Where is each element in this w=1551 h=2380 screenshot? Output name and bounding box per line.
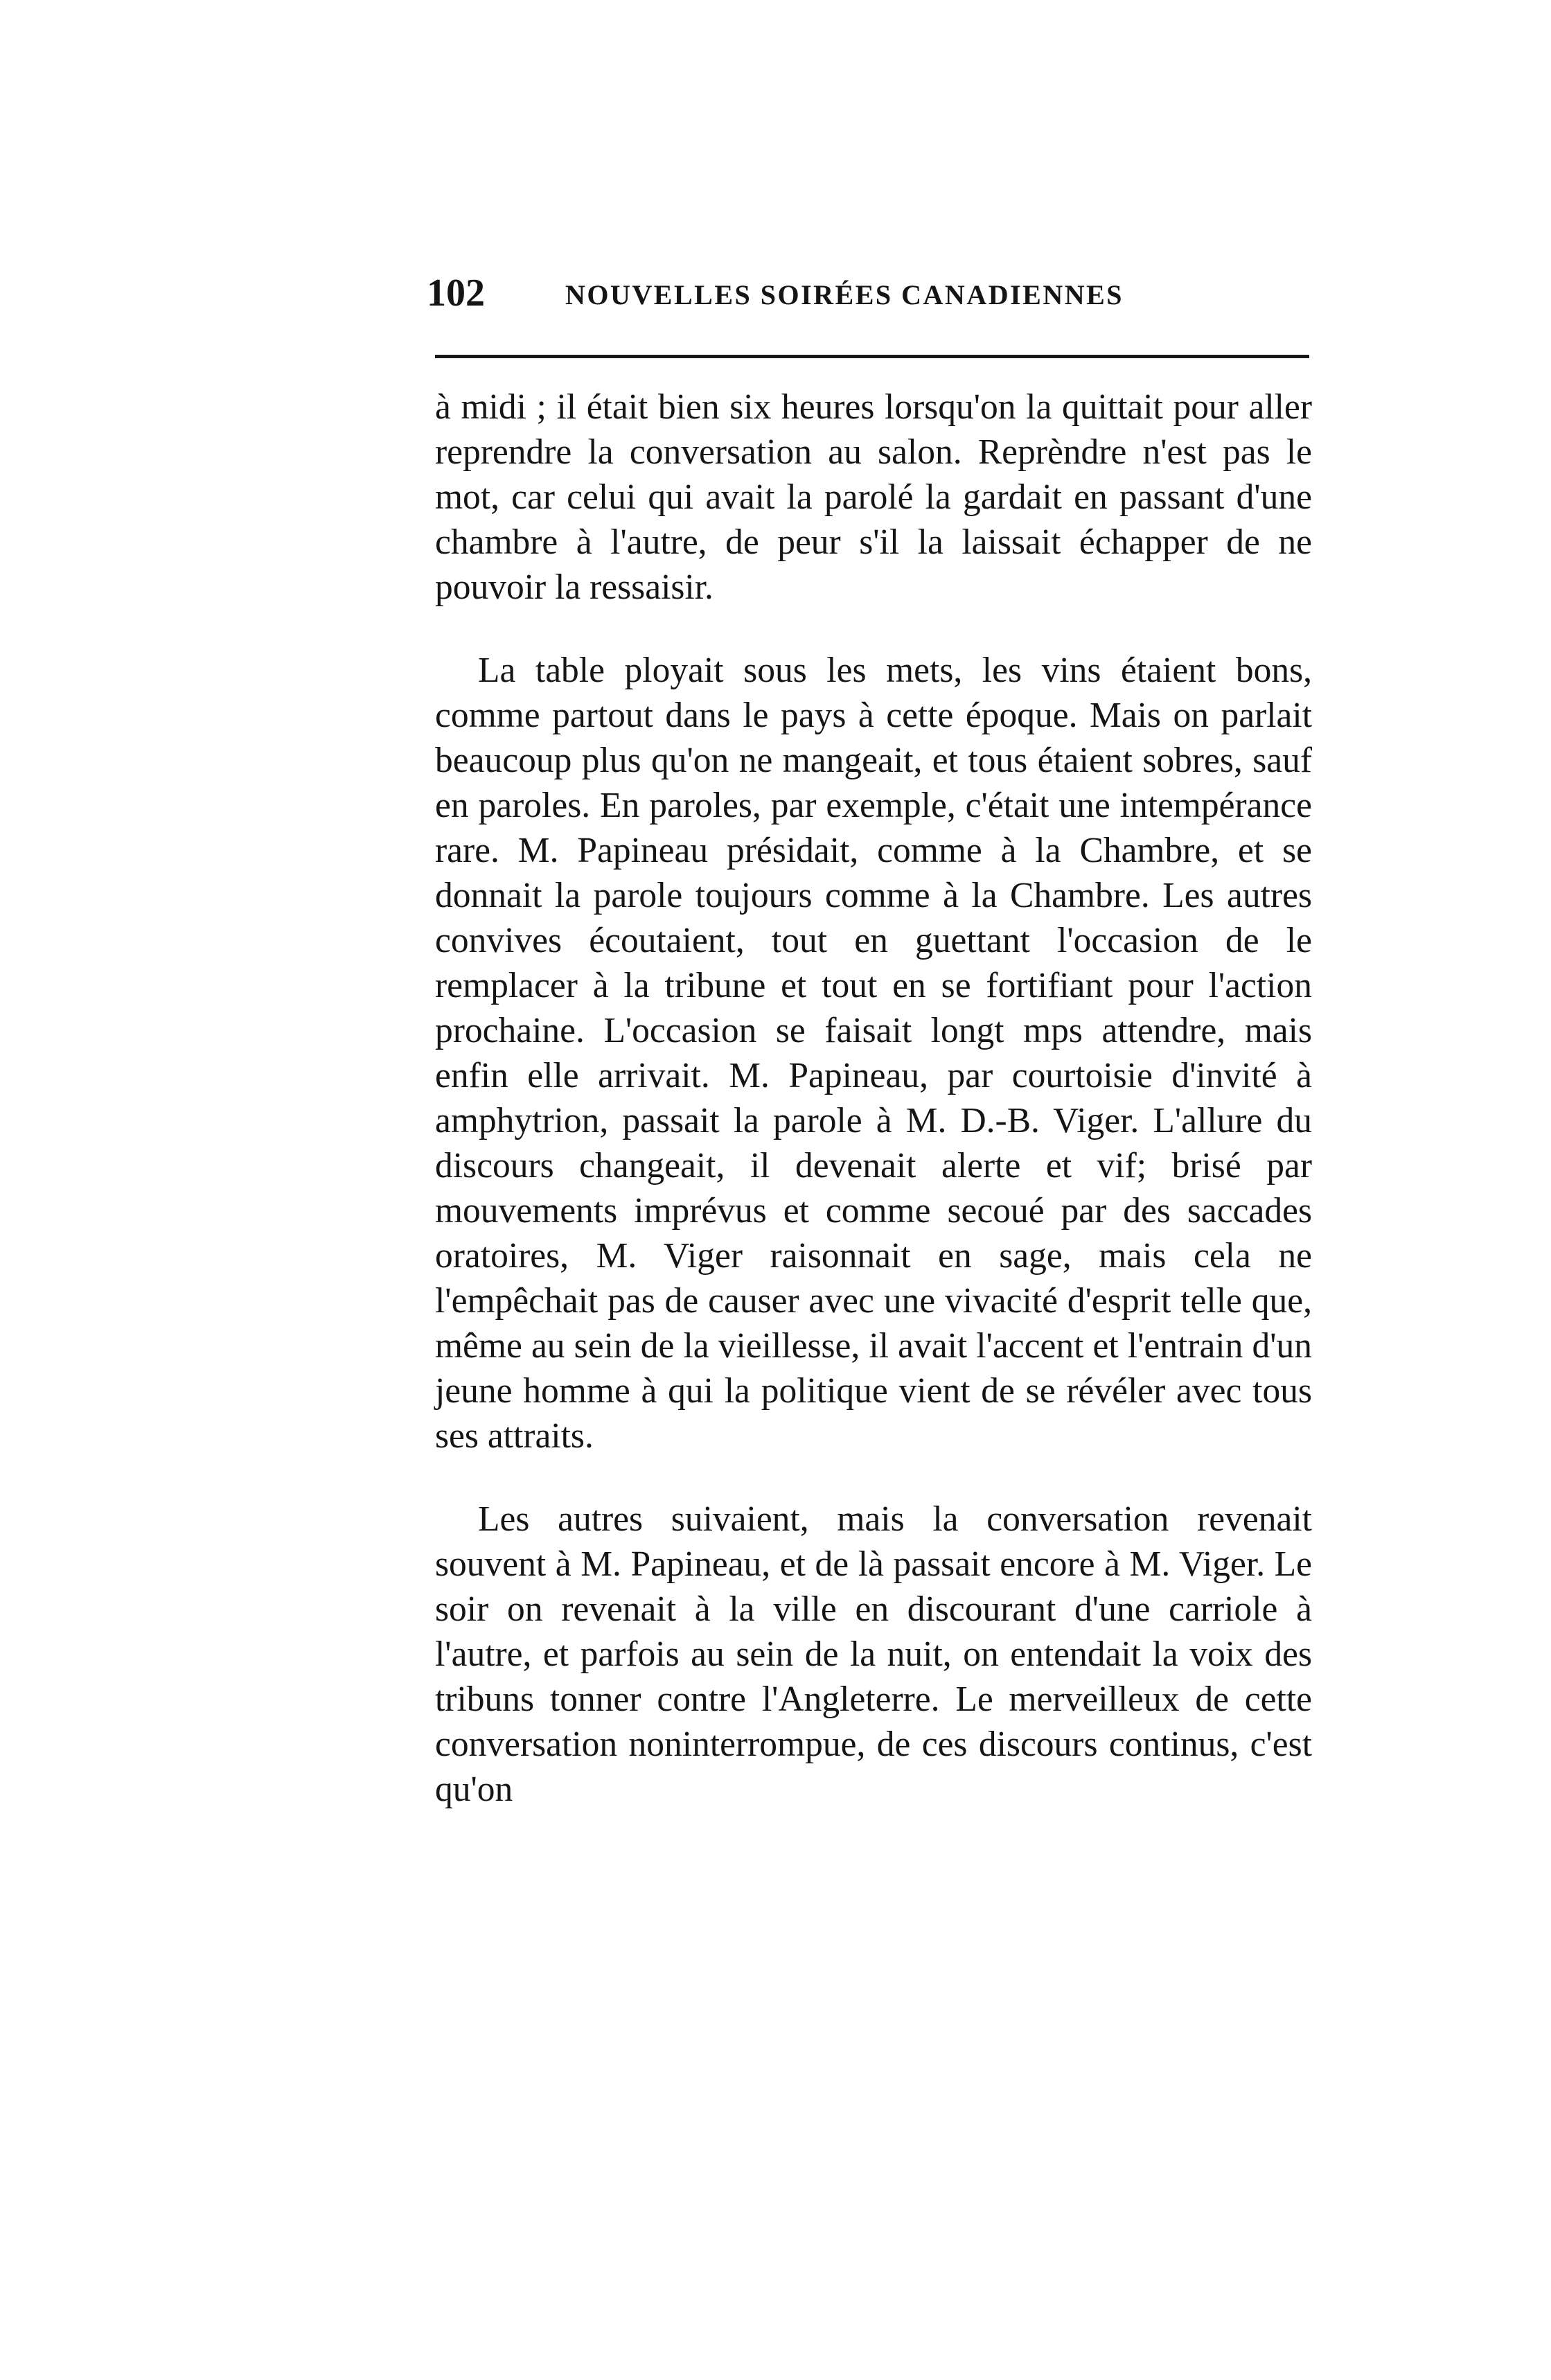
running-title: NOUVELLES SOIRÉES CANADIENNES	[565, 279, 1124, 310]
page-header	[427, 269, 1311, 317]
paragraph-2: La table ployait sous les mets, les vins étaient bons, comme partout dans le pays à cette époque. Mais on parlait beaucoup plus qu'on ne mangeait, et tous étaient sobres, sauf en paroles. En paroles, par exemple, c'était une intempérance rare. M. Papineau présidait, comme à la Chambre, et se donnait la parole toujours comme à la Chambre. Les autres convives écoutaient, tout en guettant l'occasion de le remplacer à la tribune et tout en se fortifiant pour l'action prochaine. L'occasion se faisait longt mps attendre, mais enfin elle arrivait. M. Papineau, par courtoisie d'invité à amphytrion, passait la parole à M. D.-B. Viger. L'allure du discours changeait, il devenait alerte et vif; brisé par mouvements imprévus et comme secoué par des saccades oratoires, M. Viger raisonnait en sage, mais cela ne l'empêchait pas de causer avec une vivacité d'esprit telle que, même au sein de la vieillesse, il avait l'accent et l'entrain d'un jeune homme à qui la politique vient de se révéler avec tous ses attraits.	[435, 651, 1312, 1456]
body-text	[435, 385, 1312, 1812]
header-rule	[435, 355, 1309, 358]
page-number: 102	[427, 272, 485, 315]
paragraph-1: à midi ; il était bien six heures lorsqu'on la quittait pour aller reprendre la conversation au salon. Reprèndre n'est pas le mot, car celui qui avait la parolé la gardait en passant d'une chambre à l'autre, de peur s'il la laissait échapper de ne pouvoir la ressaisir.	[435, 387, 1312, 607]
paragraph-3: Les autres suivaient, mais la conversation revenait souvent à M. Papineau, et de là passait encore à M. Viger. Le soir on revenait à la ville en discourant d'une carriole à l'autre, et parfois au sein de la nuit, on entendait la voix des tribuns tonner contre l'Angleterre. Le merveilleux de cette conversation noninterrompue, de ces discours continus, c'est qu'on	[435, 1499, 1312, 1809]
